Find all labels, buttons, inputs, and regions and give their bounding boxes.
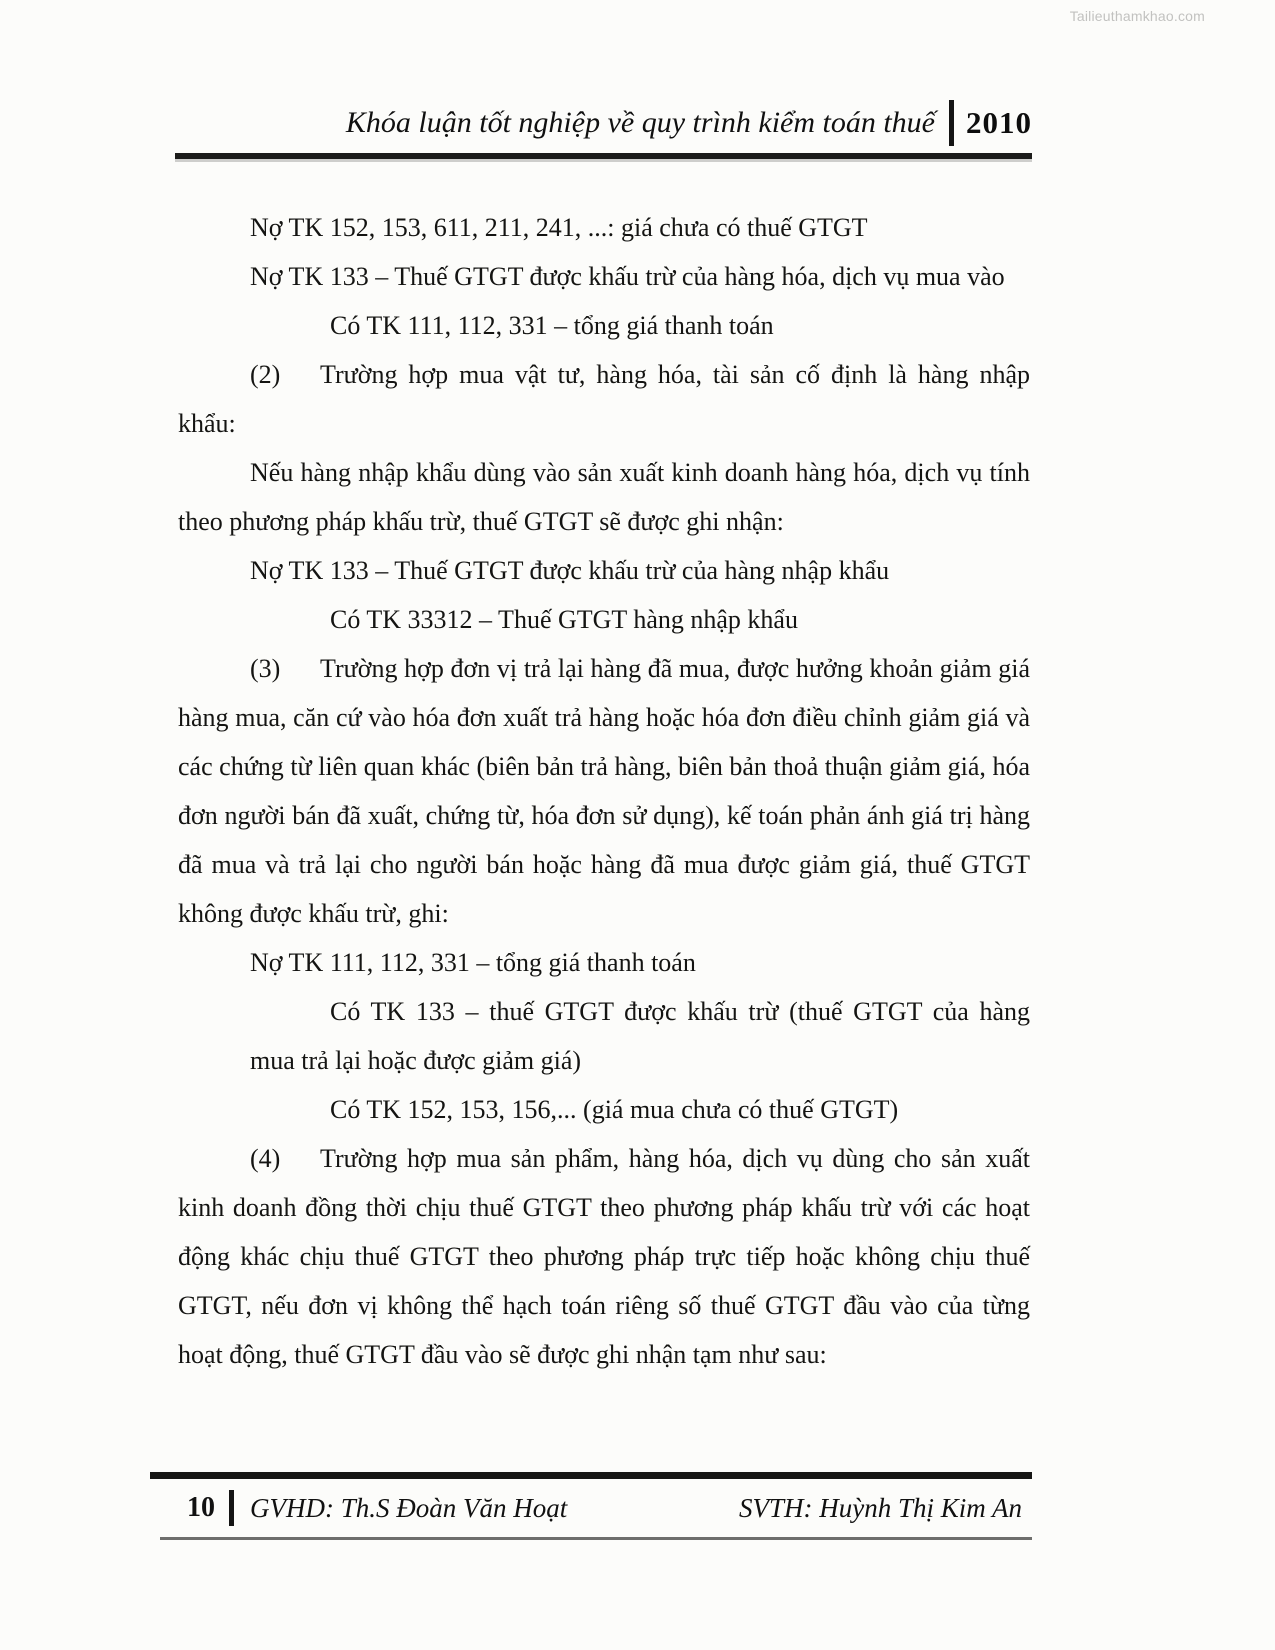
page-header [175,100,1032,146]
footer-student: SVTH: Huỳnh Thị Kim An [738,1492,1022,1523]
watermark: Tailieuthamkhao.com [1069,8,1205,24]
header-separator-bar [949,100,954,146]
footer-advisor: GVHD: Th.S Đoàn Văn Hoạt [250,1492,568,1523]
journal-entry-line: Nợ TK 152, 153, 611, 211, 241, ...: giá chưa có thuế GTGT [250,213,868,242]
journal-entry-line: Nợ TK 111, 112, 331 – tổng giá thanh toán [250,948,696,977]
footer-underline [160,1537,1032,1540]
journal-entry-line: Có TK 111, 112, 331 – tổng giá thanh toán [330,311,774,340]
journal-entry-line: Có TK 133 – thuế GTGT được khấu trừ (thuế GTGT của hàng mua trả lại hoặc được giảm giá) [250,997,1030,1075]
journal-entry-line: Có TK 33312 – Thuế GTGT hàng nhập khẩu [330,605,798,634]
page-number: 10 [175,1490,234,1526]
numbered-paragraph [178,1134,1030,1379]
journal-entry-line: Nợ TK 133 – Thuế GTGT được khấu trừ của hàng nhập khẩu [250,556,890,585]
paragraph: Nếu hàng nhập khẩu dùng vào sản xuất kinh doanh hàng hóa, dịch vụ tính theo phương pháp khấu trừ, thuế GTGT sẽ được ghi nhận: [178,458,1030,536]
header-title: Khóa luận tốt nghiệp về quy trình kiểm toán thuế [345,106,935,139]
journal-entry-line: Nợ TK 133 – Thuế GTGT được khấu trừ của hàng hóa, dịch vụ mua vào [250,262,1005,291]
numbered-paragraph [178,644,1030,938]
page-footer [175,1490,1032,1526]
numbered-paragraph [178,350,1030,448]
paragraph-text: Trường hợp đơn vị trả lại hàng đã mua, được hưởng khoản giảm giá hàng mua, căn cứ vào hóa đơn xuất trả hàng hoặc hóa đơn điều chỉnh giảm giá và các chứng từ liên quan khác (biên bản trả hàng, biên bản thoả thuận giảm giá, hóa đơn người bán đã xuất, chứng từ, hóa đơn sử dụng), kế toán phản ánh giá trị hàng đã mua và trả lại cho người bán hoặc hàng đã mua được giảm giá, thuế GTGT không được khấu trừ, ghi: [178,654,1030,928]
document-body [178,203,1030,1379]
paragraph-text: Trường hợp mua sản phẩm, hàng hóa, dịch vụ dùng cho sản xuất kinh doanh đồng thời chịu thuế GTGT theo phương pháp khấu trừ với các hoạt động khác chịu thuế GTGT theo phương pháp trực tiếp hoặc không chịu thuế GTGT, nếu đơn vị không thể hạch toán riêng số thuế GTGT đầu vào của từng hoạt động, thuế GTGT đầu vào sẽ được ghi nhận tạm như sau: [178,1144,1030,1369]
header-year: 2010 [966,105,1032,140]
paragraph-number: (4) [250,1144,281,1173]
paragraph-number: (3) [250,654,281,683]
footer-rule [150,1472,1032,1479]
paragraph-number: (2) [250,360,281,389]
paragraph-text: Trường hợp mua vật tư, hàng hóa, tài sản cố định là hàng nhập khẩu: [178,360,1030,438]
journal-entry-line: Có TK 152, 153, 156,... (giá mua chưa có thuế GTGT) [330,1095,899,1124]
header-rule [175,153,1032,159]
